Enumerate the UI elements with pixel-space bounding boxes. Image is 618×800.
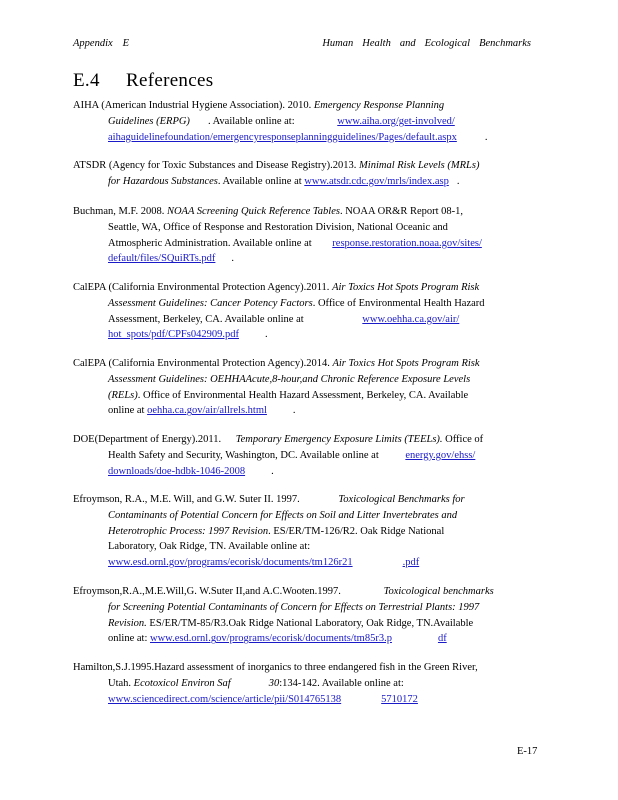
reference-link[interactable]: www.aiha.org/get-involved/ <box>337 115 455 127</box>
ref-line: AIHA (American Industrial Hygiene Association). 2010. Emergency Response Planning <box>73 100 445 111</box>
reference-link[interactable]: www.atsdr.cdc.gov/mrls/index.asp <box>304 175 449 187</box>
section-number: E.4 <box>73 70 100 91</box>
ref-line: hot_spots/pdf/CPFs042909.pdf . <box>108 329 268 341</box>
running-header-left <box>73 38 129 49</box>
reference-entry <box>73 356 541 419</box>
ref-line: for Hazardous Substances. Available online at www.atsdr.cdc.gov/mrls/index.asp . <box>108 175 460 187</box>
reference-link[interactable]: aihaguidelinefoundation/emergencyresponseplanningguidelines/Pages/default.aspx <box>108 131 457 143</box>
ref-line: DOE(Department of Energy).2011. Temporary Emergency Exposure Limits (TEELs). Office of <box>73 434 484 445</box>
header-word: Benchmarks <box>479 38 531 49</box>
page-number: E-17 <box>517 746 538 757</box>
ref-line: Assessment Guidelines: OEHHAAcute,8-hour,and Chronic Reference Exposure Levels <box>108 373 471 385</box>
reference-entry <box>73 280 541 343</box>
reference-entry <box>73 98 541 145</box>
ref-line: Heterotrophic Process: 1997 Revision. ES/ER/TM-126/R2. Oak Ridge National <box>108 525 445 537</box>
reference-link[interactable]: default/files/SQuiRTs.pdf <box>108 253 216 265</box>
reference-entry <box>73 584 541 647</box>
reference-link[interactable]: energy.gov/ehss/ <box>405 449 476 461</box>
ref-line: Efroymson,R.A.,M.E.Will,G. W.Suter II,and A.C.Wooten.1997. Toxicological benchmarks <box>73 586 494 597</box>
reference-link[interactable]: downloads/doe-hdbk-1046-2008 <box>108 465 246 477</box>
reference-link[interactable]: www.sciencedirect.com/science/article/pii/S014765138 <box>108 693 342 705</box>
header-word: and <box>399 38 416 49</box>
reference-link[interactable]: oehha.ca.gov/air/allrels.html <box>147 405 267 417</box>
appendix-label: Appendix <box>73 38 113 49</box>
ref-line: online at oehha.ca.gov/air/allrels.html . <box>108 405 296 417</box>
ref-line: Laboratory, Oak Ridge, TN. Available online at: <box>108 541 311 553</box>
ref-line: Efroymson, R.A., M.E. Will, and G.W. Suter II. 1997. Toxicological Benchmarks for <box>73 494 465 505</box>
ref-line: CalEPA (California Environmental Protection Agency).2011. Air Toxics Hot Spots Program Risk <box>73 282 480 293</box>
ref-line: Buchman, M.F. 2008. NOAA Screening Quick Reference Tables. NOAA OR&R Report 08-1, <box>73 206 464 217</box>
reference-link[interactable]: df <box>437 633 447 645</box>
ref-line: Health Safety and Security, Washington, DC. Available online at energy.gov/ehss/ <box>108 449 476 461</box>
running-header-right <box>322 38 531 49</box>
ref-line <box>73 555 541 571</box>
appendix-letter: E <box>122 38 130 49</box>
ref-line: Revision. ES/ER/TM-85/R3.Oak Ridge National Laboratory, Oak Ridge, TN.Available <box>108 617 474 629</box>
ref-line: for Screening Potential Contaminants of Concern for Effects on Terrestrial Plants: 1997 <box>108 601 480 613</box>
reference-entry <box>73 204 541 267</box>
reference-link[interactable]: hot_spots/pdf/CPFs042909.pdf <box>108 329 239 341</box>
section-heading <box>73 70 213 92</box>
reference-link[interactable]: www.esd.ornl.gov/programs/ecorisk/documents/tm85r3.p <box>150 633 392 645</box>
reference-entry <box>73 492 541 571</box>
header-word: Human <box>322 38 354 49</box>
ref-line: aihaguidelinefoundation/emergencyresponseplanningguidelines/Pages/default.aspx . <box>108 131 488 143</box>
ref-line: Utah. Ecotoxicol Environ Saf 30:134-142. Available online at: <box>108 677 404 689</box>
header-word: Ecological <box>424 38 471 49</box>
ref-line: downloads/doe-hdbk-1046-2008 . <box>108 465 274 477</box>
ref-line: ATSDR (Agency for Toxic Substances and Disease Registry).2013. Minimal Risk Levels (MRLs) <box>73 160 480 171</box>
ref-line: Assessment Guidelines: Cancer Potency Factors. Office of Environmental Health Hazard <box>108 297 485 309</box>
reference-link[interactable]: www.esd.ornl.gov/programs/ecorisk/documents/tm126r21 <box>108 557 353 569</box>
reference-link[interactable]: www.oehha.ca.gov/air/ <box>362 313 460 325</box>
ref-line: online at: www.esd.ornl.gov/programs/ecorisk/documents/tm85r3.p df <box>108 633 447 645</box>
ref-line: (RELs). Office of Environmental Health Hazard Assessment, Berkeley, CA. Available <box>108 389 469 401</box>
ref-line: Guidelines (ERPG) . Available online at: www.aiha.org/get-involved/ <box>108 115 455 127</box>
reference-entry <box>73 432 541 479</box>
reference-link[interactable]: response.restoration.noaa.gov/sites/ <box>332 237 482 249</box>
ref-line: Assessment, Berkeley, CA. Available online at www.oehha.ca.gov/air/ <box>108 313 460 325</box>
ref-line: CalEPA (California Environmental Protection Agency).2014. Air Toxics Hot Spots Program Risk <box>73 358 480 369</box>
ref-line: Seattle, WA, Office of Response and Restoration Division, National Oceanic and <box>108 221 448 233</box>
ref-line <box>73 692 541 708</box>
ref-line: Contaminants of Potential Concern for Effects on Soil and Litter Invertebrates and <box>108 509 458 521</box>
ref-line: Atmospheric Administration. Available online at response.restoration.noaa.gov/sites/ <box>108 237 482 249</box>
ref-line: default/files/SQuiRTs.pdf . <box>108 253 235 265</box>
reference-entry <box>73 660 541 707</box>
ref-line: Hamilton,S.J.1995.Hazard assessment of inorganics to three endangered fish in the Green River, <box>73 662 478 673</box>
reference-link[interactable]: 5710172 <box>381 693 418 705</box>
reference-link[interactable]: .pdf <box>402 557 420 569</box>
reference-entry <box>73 158 541 190</box>
header-word: Health <box>362 38 391 49</box>
section-title: References <box>126 70 214 91</box>
